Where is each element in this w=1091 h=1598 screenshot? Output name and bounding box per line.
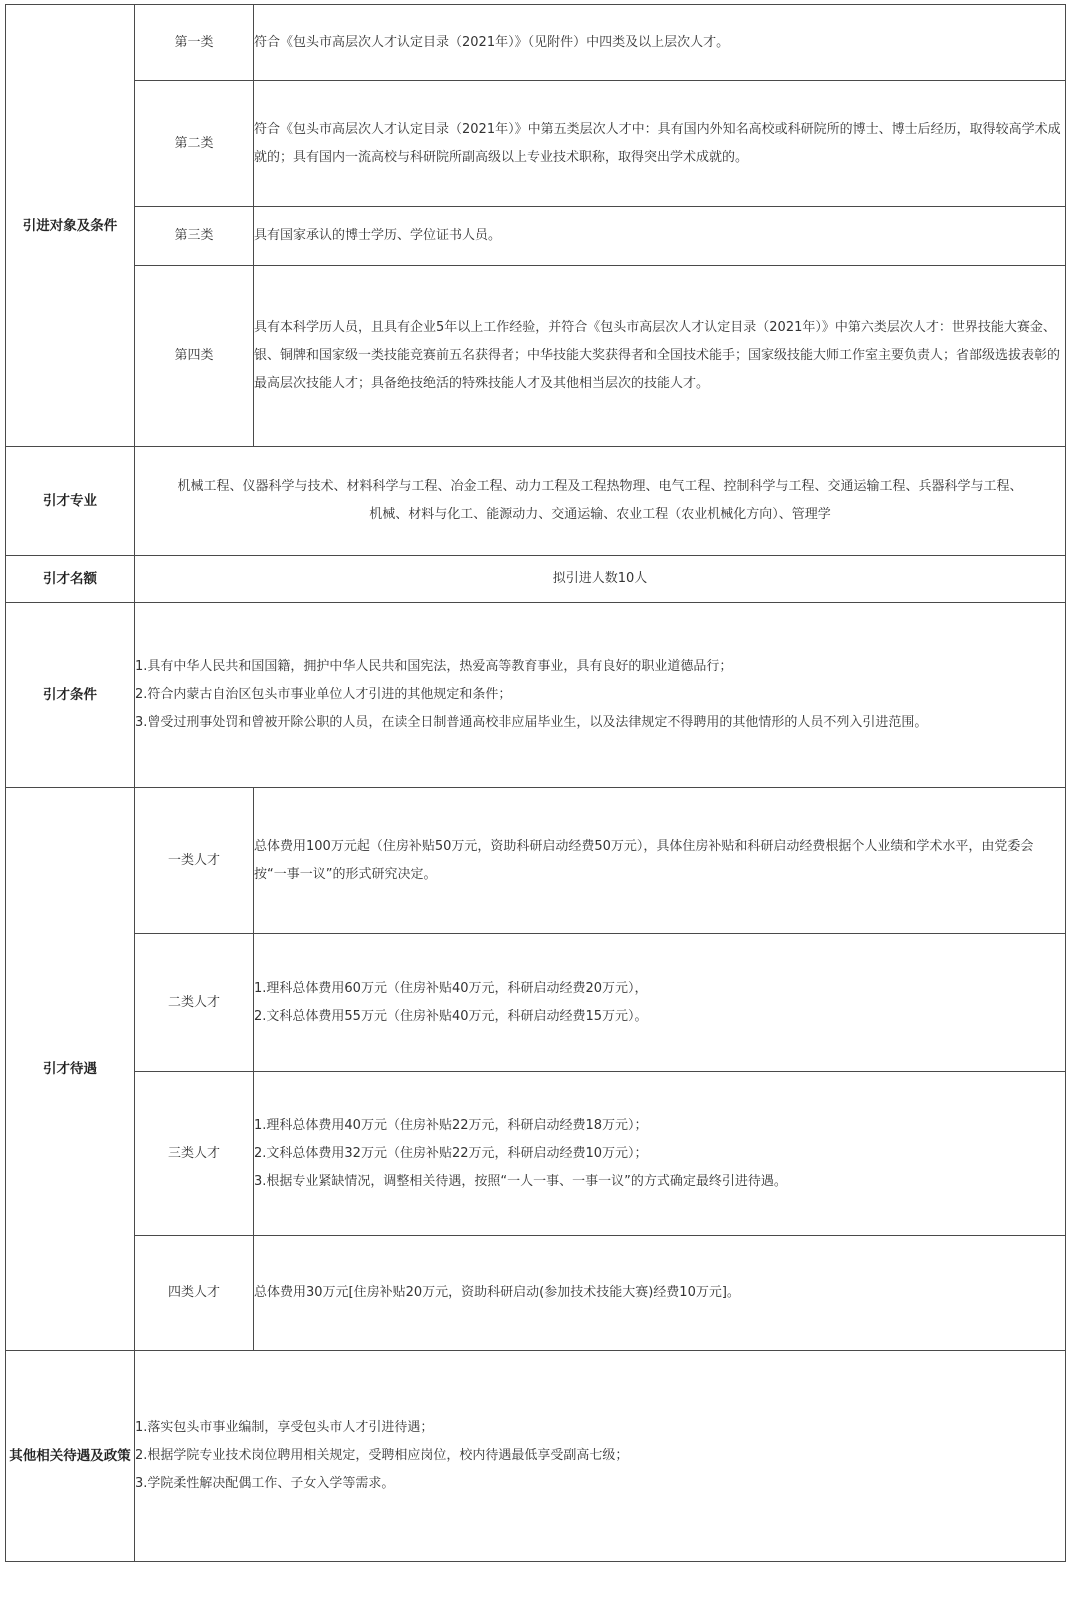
tier-line: 3.根据专业紧缺情况，调整相关待遇，按照“一人一事、一事一议”的方式确定最终引进待遇。 [254, 1173, 787, 1189]
majors-label: 引才专业 [6, 447, 135, 556]
condition-item: 3.曾受过刑事处罚和曾被开除公职的人员，在读全日制普通高校非应届毕业生，以及法律规定不得聘用的其他情形的人员不列入引进范围。 [135, 715, 928, 730]
other-list [135, 1351, 1066, 1562]
category-text: 具有国家承认的博士学历、学位证书人员。 [254, 207, 1066, 266]
quota-label: 引才名额 [6, 556, 135, 603]
category-text: 具有本科学历人员，且具有企业5年以上工作经验，并符合《包头市高层次人才认定目录（2021年）》中第六类层次人才：世界技能大赛金、银、铜牌和国家级一类技能竞赛前五名获得者；中华技能大奖获得者和全国技术能手；国家级技能大师工作室主要负责人；省部级选拔表彰的最高层次技能人才；具备绝技绝活的特殊技能人才及其他相当层次的技能人才。 [254, 266, 1066, 447]
majors-list [135, 447, 1066, 556]
intro-label: 引进对象及条件 [6, 5, 135, 447]
category-name: 第四类 [135, 266, 254, 447]
category-name: 第三类 [135, 207, 254, 266]
table-row [6, 934, 1066, 1072]
table-row [6, 447, 1066, 556]
tier-line: 2.文科总体费用55万元（住房补贴40万元，科研启动经费15万元）。 [254, 1008, 648, 1024]
tier-line: 1.理科总体费用40万元（住房补贴22万元，科研启动经费18万元）； [254, 1117, 648, 1133]
table-row [6, 1236, 1066, 1351]
tier-line: 1.理科总体费用60万元（住房补贴40万元，科研启动经费20万元）， [254, 980, 648, 996]
majors-line: 机械工程、仪器科学与技术、材料科学与工程、冶金工程、动力工程及工程热物理、电气工程、控制科学与工程、交通运输工程、兵器科学与工程、 [177, 479, 1023, 494]
table-row [6, 788, 1066, 934]
tier-text [254, 1236, 1066, 1351]
category-name: 第一类 [135, 5, 254, 81]
conditions-list [135, 603, 1066, 788]
tier-name: 二类人才 [135, 934, 254, 1072]
table-row [6, 81, 1066, 207]
table-row [6, 207, 1066, 266]
other-item: 1.落实包头市事业编制，享受包头市人才引进待遇； [135, 1420, 434, 1435]
tier-name: 三类人才 [135, 1072, 254, 1236]
recruitment-policy-table [5, 4, 1066, 1562]
conditions-label: 引才条件 [6, 603, 135, 788]
table-row [6, 556, 1066, 603]
category-name: 第二类 [135, 81, 254, 207]
table-row [6, 1072, 1066, 1236]
tier-line: 总体费用30万元[住房补贴20万元，资助科研启动(参加技术技能大赛)经费10万元]。 [254, 1285, 740, 1300]
category-text: 符合《包头市高层次人才认定目录（2021年）》中第五类层次人才中：具有国内外知名高校或科研院所的博士、博士后经历，取得较高学术成就的；具有国内一流高校与科研院所副高级以上专业技术职称，取得突出学术成就的。 [254, 81, 1066, 207]
tier-name: 一类人才 [135, 788, 254, 934]
quota-text: 拟引进人数10人 [135, 556, 1066, 603]
benefits-label: 引才待遇 [6, 788, 135, 1351]
condition-item: 1.具有中华人民共和国国籍，拥护中华人民共和国宪法，热爱高等教育事业，具有良好的职业道德品行； [135, 659, 733, 674]
tier-line: 2.文科总体费用32万元（住房补贴22万元，科研启动经费10万元）； [254, 1145, 648, 1161]
table-row [6, 5, 1066, 81]
tier-text [254, 934, 1066, 1072]
tier-text [254, 1072, 1066, 1236]
majors-line: 机械、材料与化工、能源动力、交通运输、农业工程（农业机械化方向）、管理学 [369, 507, 831, 522]
tier-text [254, 788, 1066, 934]
other-item: 3.学院柔性解决配偶工作、子女入学等需求。 [135, 1476, 395, 1491]
table-row [6, 266, 1066, 447]
table-row [6, 1351, 1066, 1562]
other-item: 2.根据学院专业技术岗位聘用相关规定，受聘相应岗位，校内待遇最低享受副高七级； [135, 1448, 629, 1463]
tier-name: 四类人才 [135, 1236, 254, 1351]
tier-line: 总体费用100万元起（住房补贴50万元，资助科研启动经费50万元），具体住房补贴和科研启动经费根据个人业绩和学术水平，由党委会按“一事一议”的形式研究决定。 [254, 838, 1034, 882]
condition-item: 2.符合内蒙古自治区包头市事业单位人才引进的其他规定和条件； [135, 687, 512, 702]
category-text: 符合《包头市高层次人才认定目录（2021年）》（见附件）中四类及以上层次人才。 [254, 5, 1066, 81]
table-row [6, 603, 1066, 788]
other-label: 其他相关待遇及政策 [6, 1351, 135, 1562]
